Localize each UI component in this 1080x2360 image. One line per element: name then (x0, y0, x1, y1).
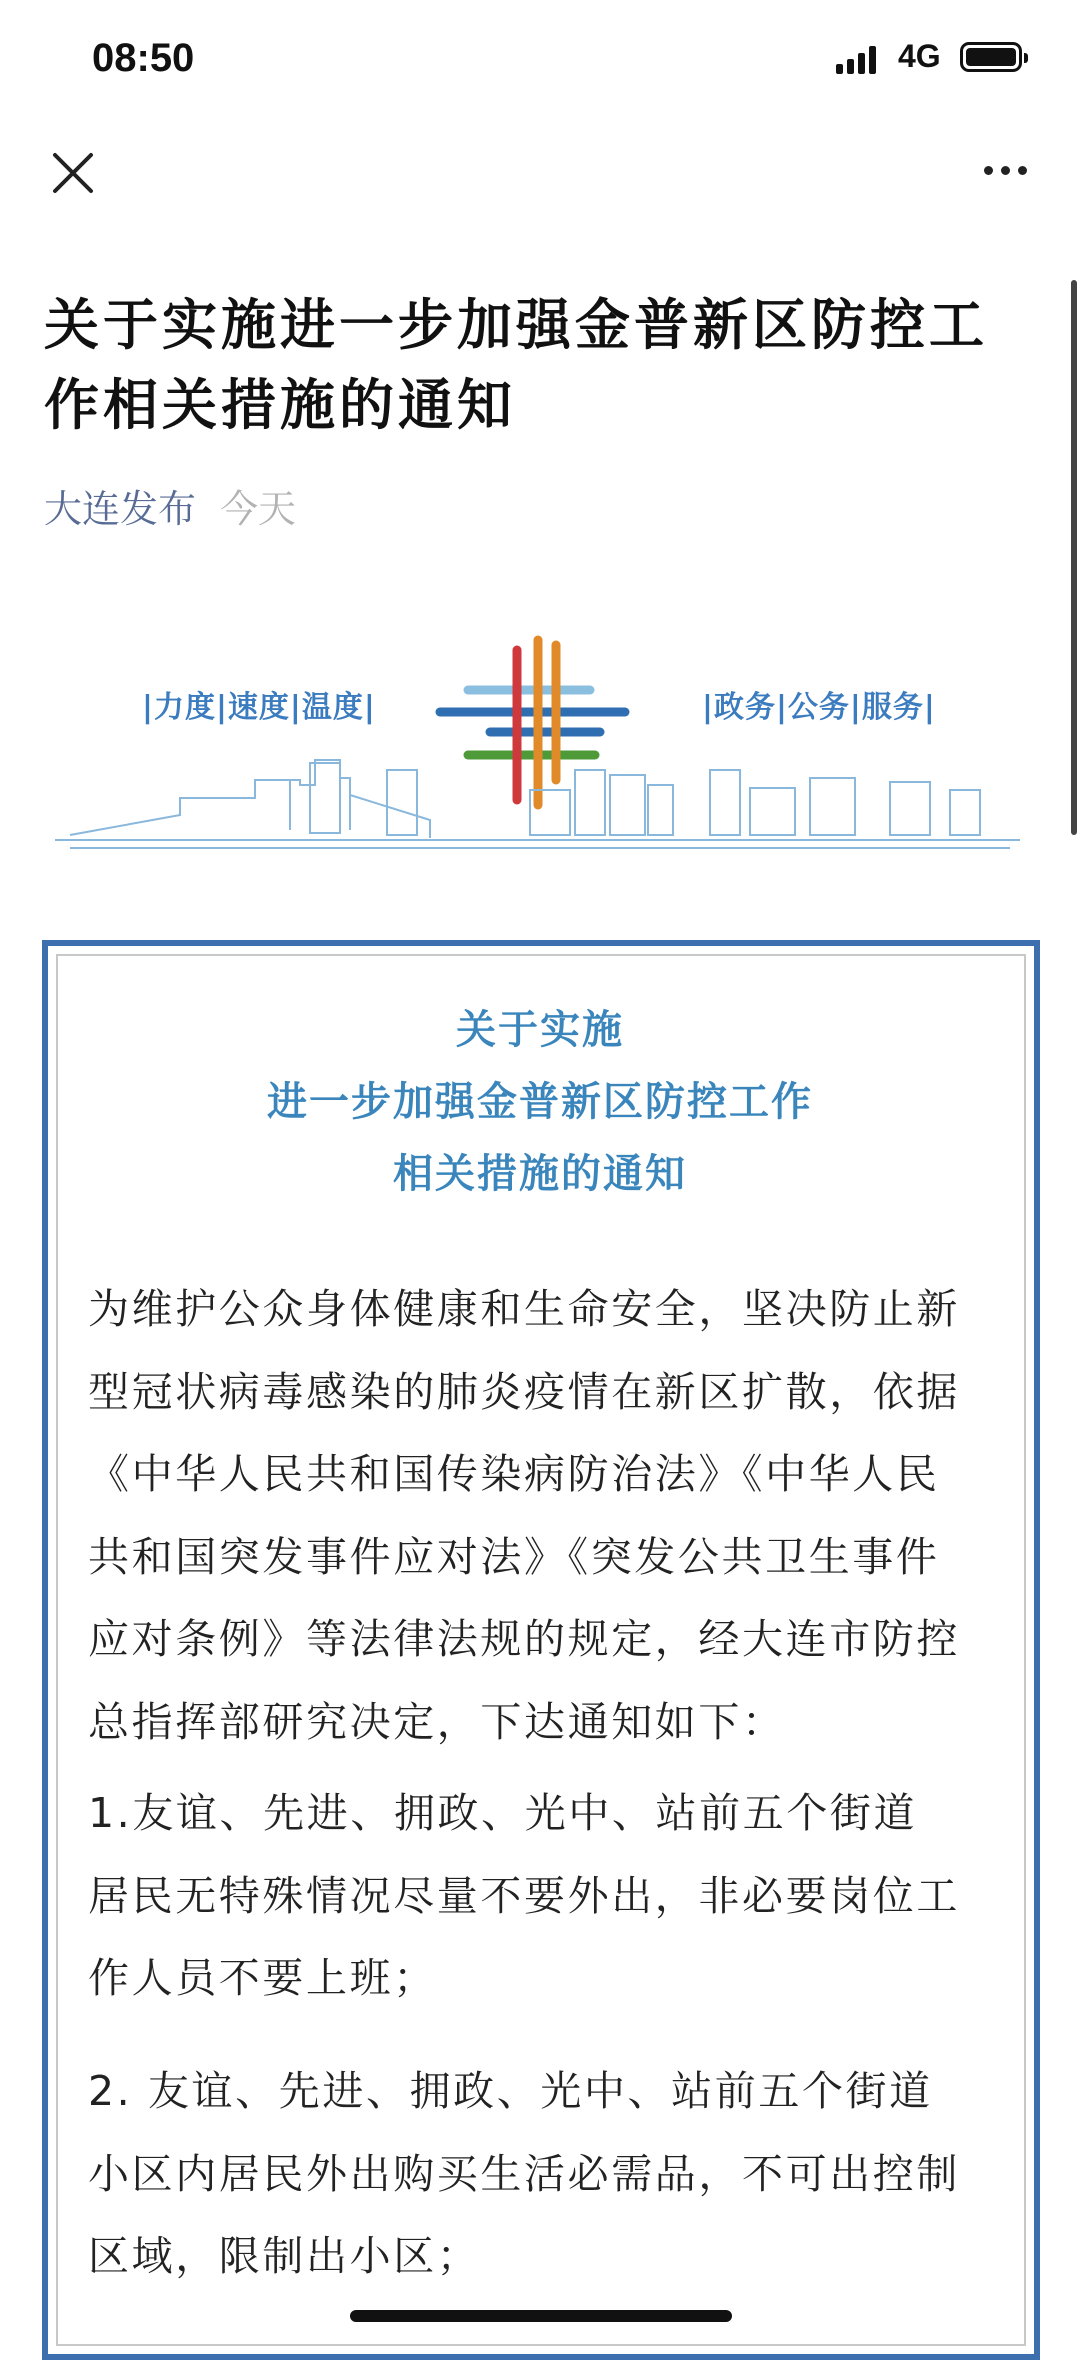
battery-icon (960, 42, 1022, 72)
article-title: 关于实施进一步加强金普新区防控工作相关措施的通知 (44, 293, 989, 437)
right-slogan: |政务|公务|服务| (702, 690, 936, 725)
home-indicator[interactable] (350, 2310, 732, 2322)
clock: 08:50 (92, 36, 195, 80)
article-meta (44, 478, 296, 533)
logo-icon (50, 620, 1030, 850)
publish-date: 今天 (220, 487, 297, 531)
author-link[interactable]: 大连发布 (44, 487, 197, 531)
left-slogan: |力度|速度|温度| (142, 690, 376, 725)
close-icon[interactable] (50, 150, 96, 196)
notice-item: 1.友谊、先进、拥政、光中、站前五个街道 居民无特殊情况尽量不要外出，非必要岗位工作人员不要上班； (88, 1789, 960, 2002)
more-icon[interactable] (984, 166, 1027, 175)
notice-intro: 为维护公众身体健康和生命安全，坚决防止新型冠状病毒感染的肺炎疫情在新区扩散，依据《中华人民共和国传染病防治法》《中华人民共和国突发事件应对法》《突发公共卫生事件应对条例》等法律法规的规定，经大连市防控总指挥部研究决定，下达通知如下： (88, 1285, 960, 1746)
notice-title-line: 进一步加强金普新区防控工作 (267, 1079, 813, 1125)
signal-icon (836, 46, 876, 74)
banner-image (50, 620, 1030, 850)
notice-title-line: 相关措施的通知 (393, 1151, 687, 1197)
notice-title-line: 关于实施 (456, 1007, 624, 1053)
network-type: 4G (898, 38, 941, 74)
scrollbar[interactable] (1071, 280, 1077, 835)
notice-item: 2. 友谊、先进、拥政、光中、站前五个街道小区内居民外出购买生活必需品，不可出控制区域，限制出小区； (88, 2067, 960, 2280)
status-bar (0, 0, 1080, 120)
